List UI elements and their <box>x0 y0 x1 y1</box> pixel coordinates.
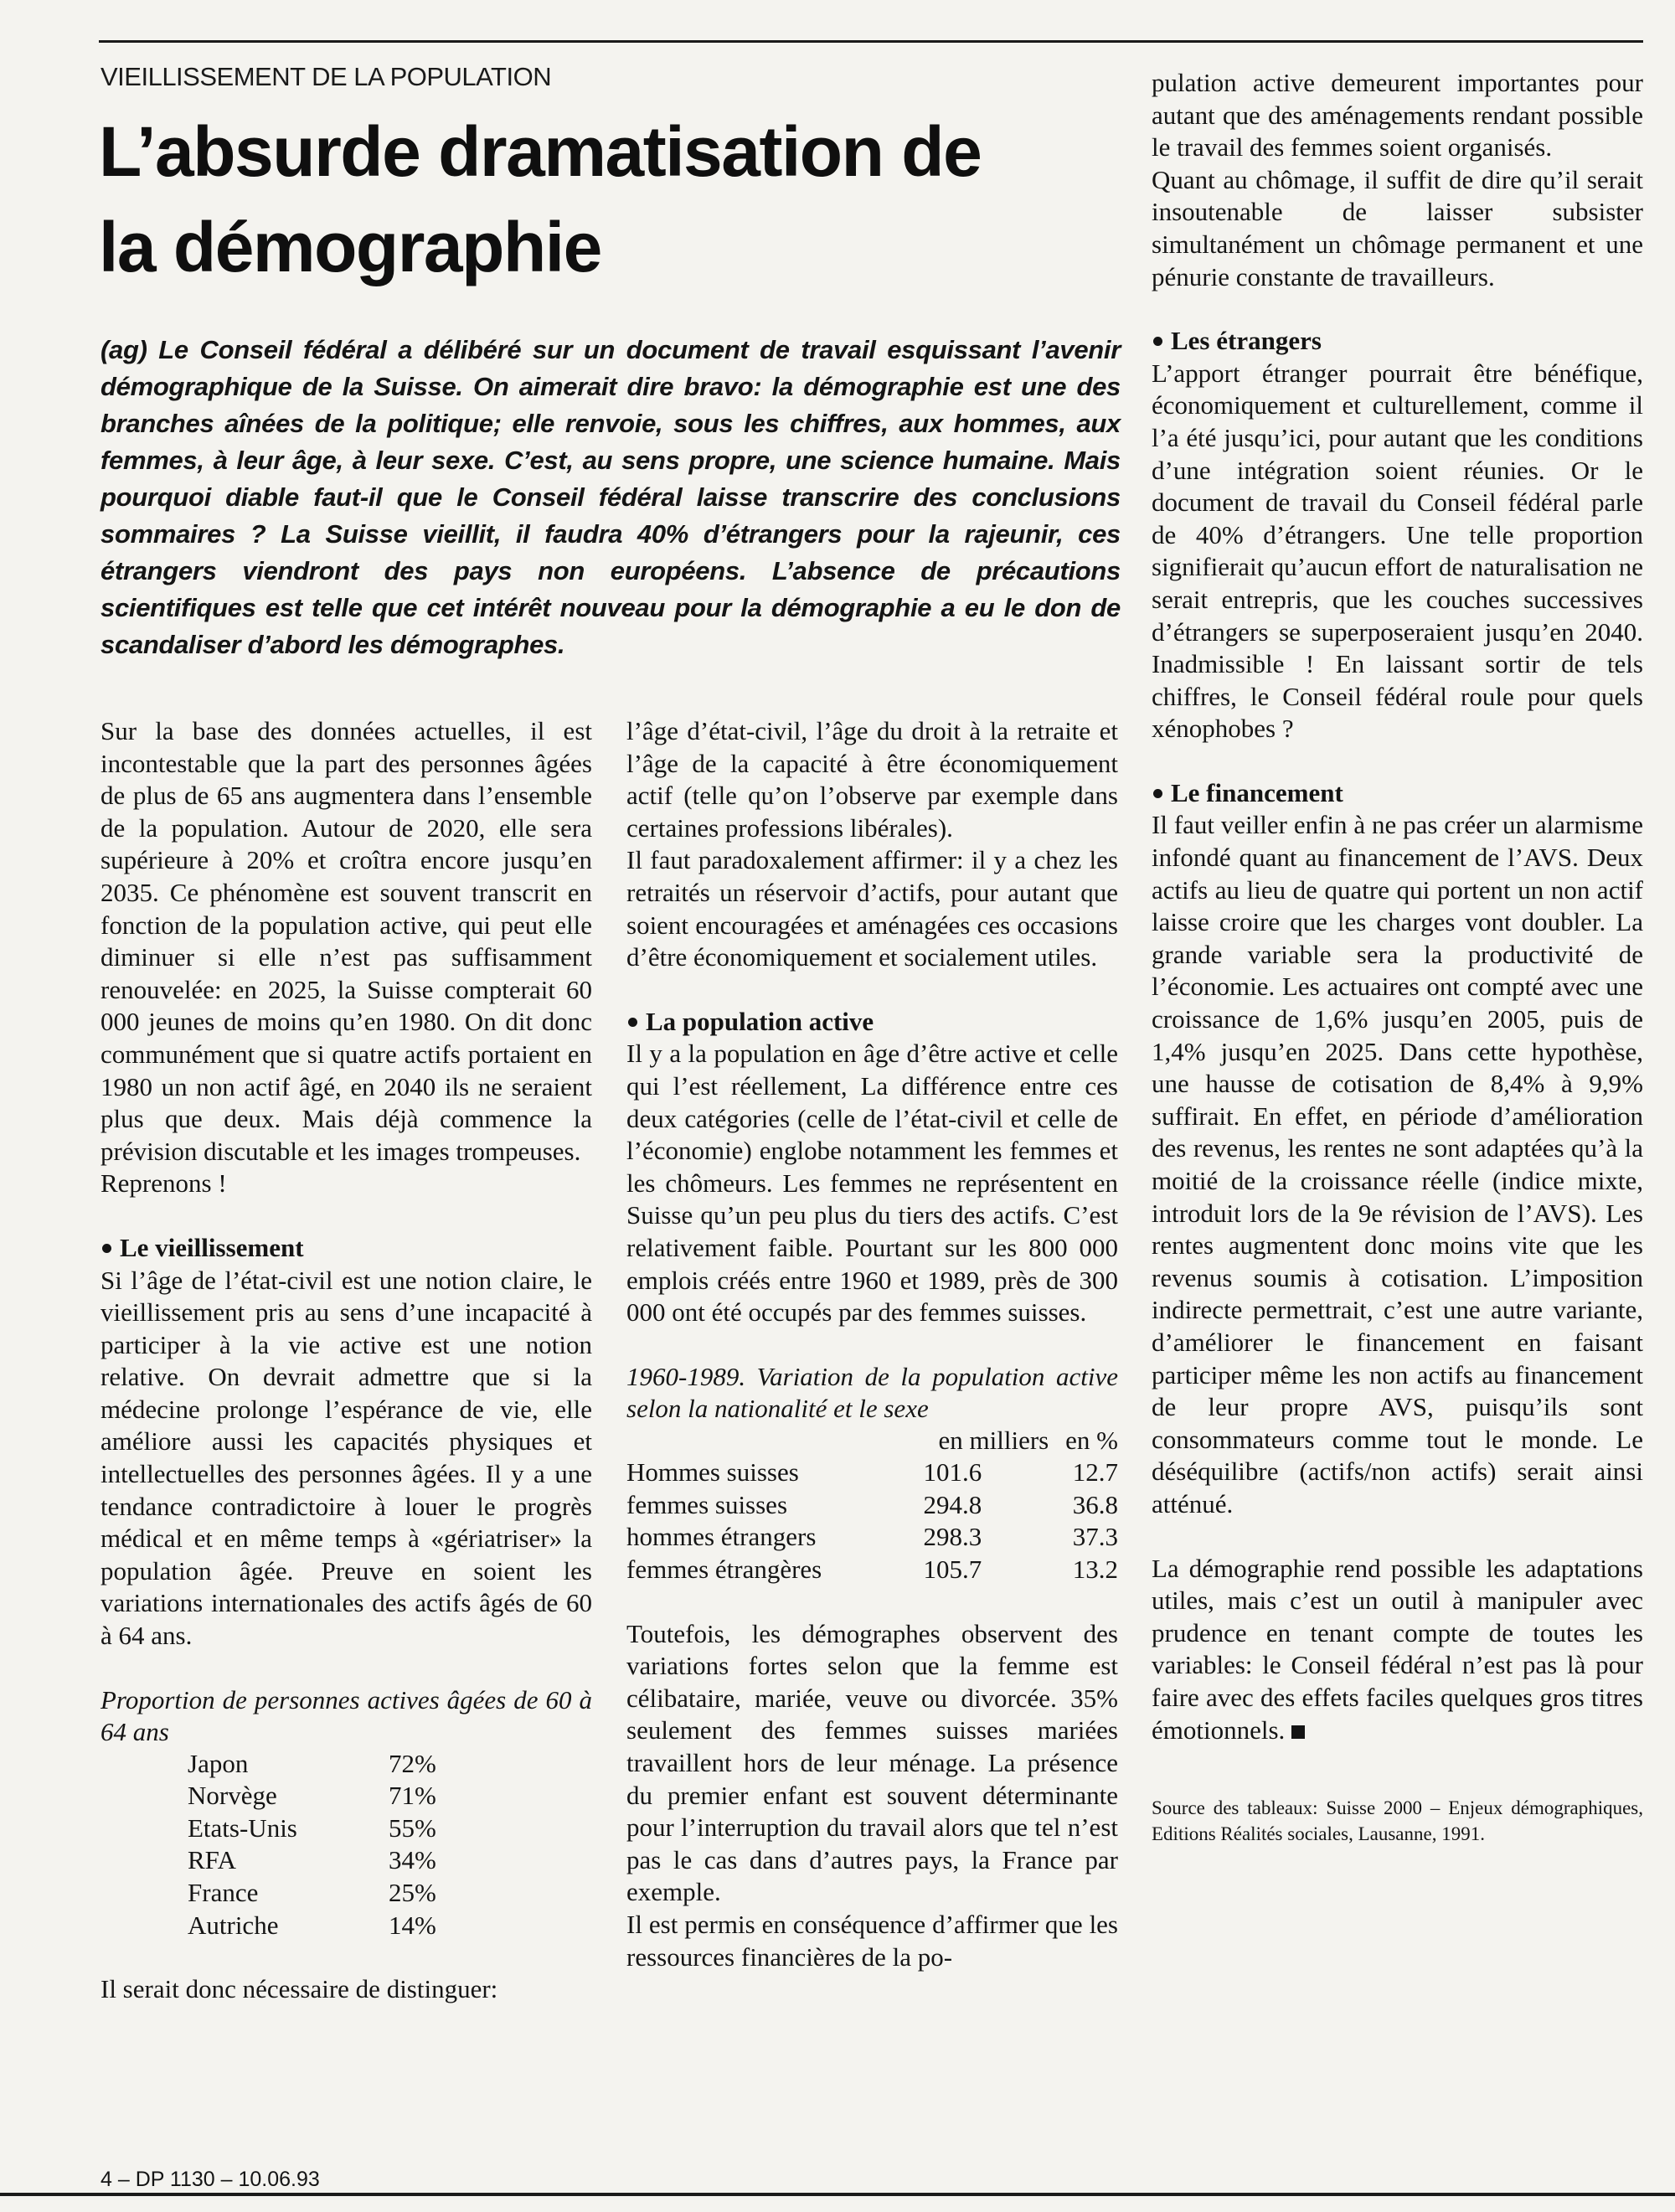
col2-paragraph-1: l’âge d’état-civil, l’âge du droit à la retraite et l’âge de la capacité à être économiquement actif (telle qu’on l’observe par exemple dans certaines professions libérales). <box>626 716 1118 843</box>
label-cell: Hommes suisses <box>626 1457 799 1488</box>
percent-cell: 37.3 <box>1072 1522 1118 1552</box>
table-row <box>626 1457 1118 1489</box>
col3-paragraph-1: pulation active demeurent importantes pour autant que des aménagements rendant possible le travail des femmes soient organisés. <box>1152 68 1643 162</box>
country-cell: France <box>188 1878 259 1907</box>
table-row <box>626 1489 1118 1522</box>
table-row <box>188 1844 436 1877</box>
thousands-cell: 101.6 <box>923 1457 982 1488</box>
headline-line-1: L’absurde dramatisation de <box>99 112 982 191</box>
col1-paragraph-2: Reprenons ! <box>100 1168 227 1199</box>
percent-cell: 36.8 <box>1072 1489 1118 1519</box>
col1-table-caption: Proportion de personnes actives âgées de 60 à 64 ans <box>100 1684 592 1746</box>
bullet-icon <box>628 1018 637 1027</box>
col1-paragraph-1: Sur la base des données actuelles, il est incontestable que la part des personnes âgées de plus de 65 ans augmentera dans l’ensemble de la population. Autour de 2020, elle sera supérieure à 20% et croîtra encore jusqu’en 2035. Ce phénomène est souvent transcrit en fonction de la population active, qui peut elle diminuer si elle n’est pas suffisamment renouvelée: en 2025, la Suisse compterait 60 000 jeunes de moins qu’en 1980. On dit donc communément que si quatre actifs portaient en 1980 un non actif âgé, en 2040 ils ne seraient plus que deux. Mais déjà commence la prévision discutable et les images trompeuses. <box>100 716 592 1166</box>
article-lede: (ag) Le Conseil fédéral a délibéré sur un document de travail esquissant l’avenir démographique de la Suisse. On aimerait dire bravo: la démographie est une des branches aînées de la politique; elle renvoie, sous les chiffres, aux hommes, aux femmes, à leur âge, à leur sexe. C’est, au sens propre, une science humaine. Mais pourquoi diable faut-il que le Conseil fédéral laisse transcrire des conclusions sommaires ? La Suisse vieillit, il faudra 40% d’étrangers pour la rajeunir, ces étrangers viendront des pays non européens. L’absence de précautions scientifiques est telle que cet intérêt nouveau pour la démographie a eu le don de scandaliser d’abord les démographes. <box>100 335 1121 659</box>
section-kicker: VIEILLISSEMENT DE LA POPULATION <box>100 62 552 91</box>
article-headline <box>99 104 1104 295</box>
percent-cell: 34% <box>389 1845 436 1875</box>
col3-paragraph-3: L’apport étranger pourrait être bénéfique, économiquement et culturellement, comme il l’a été jusqu’ici, pour autant que les conditions d’une intégration soient réunies. Or le document de travail du Conseil fédéral parle de 40% d’étrangers. Une telle proportion signifierait qu’aucun effort de naturalisation ne serait entrepris, que les couches successives d’étrangers se superposeraient jusqu’en 2040. Inadmissible ! En laissant sortir de tels chiffres, le Conseil fédéral roule pour quels xénophobes ? <box>1152 358 1643 744</box>
country-cell: RFA <box>188 1845 237 1875</box>
label-cell: femmes suisses <box>626 1489 788 1519</box>
table-row <box>626 1554 1118 1586</box>
page-folio: 4 – DP 1130 – 10.06.93 <box>100 2168 320 2191</box>
table-row <box>188 1780 436 1812</box>
table-header-row <box>626 1425 1118 1457</box>
percent-cell: 14% <box>389 1910 436 1940</box>
table-row <box>188 1748 436 1781</box>
col3-paragraph-5: La démographie rend possible les adaptations utiles, mais c’est un outil à manipuler avec prudence en tenant compte de toutes les variables: le Conseil fédéral n’est pas là pour faire avec des effets faciles quelques gros titres émotionnels. <box>1152 1553 1643 1745</box>
header-pct: en % <box>1065 1425 1118 1455</box>
label-cell: hommes étrangers <box>626 1522 817 1552</box>
column-3 <box>1152 67 1643 1847</box>
percent-cell: 12.7 <box>1072 1457 1118 1488</box>
thousands-cell: 298.3 <box>923 1522 982 1552</box>
col2-paragraph-3: Il y a la population en âge d’être active et celle qui l’est réellement, La différence entre ces deux catégories (celle de l’état-civil et celle de l’économie) englobe notamment les femmes et les chômeurs. Les femmes ne représentent en Suisse qu’un peu plus du tiers des actifs. C’est relativement faible. Pourtant sur les 800 000 emplois créés entre 1960 et 1989, près de 300 000 ont été occupés par des femmes suisses. <box>626 1039 1118 1328</box>
country-cell: Autriche <box>188 1910 279 1940</box>
percent-cell: 71% <box>389 1781 436 1811</box>
col2-paragraph-5: Il est permis en conséquence d’affirmer que les ressources financières de la po- <box>626 1910 1118 1972</box>
table-variation-population <box>626 1425 1118 1586</box>
col1-paragraph-3: Si l’âge de l’état-civil est une notion claire, le vieillissement pris au sens d’une incapacité à participer à la vie active est une notion relative. On devrait admettre que si la médecine prolonge l’espérance de vie, elle améliore aussi les capacités physiques et intellectuelles des personnes âgées. Il y a une tendance contradictoire à louer le progrès médical et en même temps à «gériatriser» la population âgée. Preuve en soient les variations internationales des actifs âgés de 60 à 64 ans. <box>100 1265 592 1651</box>
headline-line-2: la démographie <box>99 208 601 286</box>
col2-paragraph-4: Toutefois, les démographes observent des variations fortes selon que la femme est célibataire, mariée, veuve ou divorcée. 35% seulement des femmes suisses mariées travaillent hors de leur ménage. La présence du premier enfant est souvent déterminante pour l’interruption du travail alors que tel n’est pas le cas dans d’autres pays, la France par exemple. <box>626 1618 1118 1907</box>
col1-heading-vieillissement: Le vieillissement <box>100 1232 592 1265</box>
percent-cell: 25% <box>389 1878 436 1907</box>
percent-cell: 13.2 <box>1072 1555 1118 1585</box>
col3-paragraph-2: Quant au chômage, il suffit de dire qu’il serait insoutenable de laisser subsister simultanément un chômage permanent et une pénurie constante de travailleurs. <box>1152 164 1643 291</box>
col1-paragraph-4: Il serait donc nécessaire de distinguer: <box>100 1974 498 2004</box>
thousands-cell: 105.7 <box>923 1555 982 1585</box>
table-active-60-64 <box>188 1748 436 1942</box>
country-cell: Japon <box>188 1748 249 1778</box>
bullet-icon <box>102 1244 111 1253</box>
end-mark-icon <box>1291 1725 1305 1739</box>
label-cell: femmes étrangères <box>626 1555 822 1585</box>
thousands-cell: 294.8 <box>923 1489 982 1519</box>
table-row <box>188 1910 436 1942</box>
bottom-rule <box>0 2193 1675 2196</box>
bullet-icon <box>1153 337 1162 346</box>
col2-table-caption: 1960-1989. Variation de la population active selon la nationalité et le sexe <box>626 1361 1118 1423</box>
column-2 <box>626 715 1118 1973</box>
col2-paragraph-2: Il faut paradoxalement affirmer: il y a chez les retraités un réservoir d’actifs, pour autant que soient encouragées et aménagées ces occasions d’être économiquement et socialement utiles. <box>626 845 1118 972</box>
table-row <box>188 1877 436 1910</box>
table-row <box>626 1521 1118 1554</box>
percent-cell: 72% <box>389 1748 436 1778</box>
percent-cell: 55% <box>389 1812 436 1843</box>
source-note: Source des tableaux: Suisse 2000 – Enjeux démographiques, Editions Réalités sociales, Lausanne, 1991. <box>1152 1797 1643 1845</box>
col2-heading-population-active: La population active <box>626 1006 1118 1039</box>
header-thousands: en milliers <box>938 1425 1049 1455</box>
table-row <box>188 1812 436 1845</box>
country-cell: Etats-Unis <box>188 1812 297 1843</box>
col3-paragraph-4: Il faut veiller enfin à ne pas créer un alarmisme infondé quant au financement de l’AVS. Deux actifs au lieu de quatre qui portent un non actif laisse croire que les charges vont doubler. La grande variable sera la productivité de l’économie. Les actuaires ont compté avec une croissance de 1,6% jusqu’en 2005, puis de 1,4% jusqu’en 2025. Dans cette hypothèse, une hausse de cotisation de 8,4% à 9,9% suffirait. En effet, en période d’amélioration des revenus, les rentes ne sont adaptées qu’à la moitié de la croissance réelle (indice mixte, introduit lors de la 9e révision de l’AVS). Les rentes augmentent donc moins vite que les revenus soumis à cotisation. L’imposition indirecte permettrait, c’est une autre variante, d’améliorer le financement en faisant participer même les non actifs au financement de leur propre AVS, puisqu’ils sont consommateurs comme tout le monde. Le déséquilibre (actifs/non actifs) serait ainsi atténué. <box>1152 810 1643 1518</box>
col3-heading-etrangers: Les étrangers <box>1152 325 1643 358</box>
country-cell: Norvège <box>188 1781 277 1811</box>
top-rule <box>99 40 1643 43</box>
column-1 <box>100 715 592 2006</box>
col3-heading-financement: Le financement <box>1152 777 1643 810</box>
bullet-icon <box>1153 789 1162 798</box>
